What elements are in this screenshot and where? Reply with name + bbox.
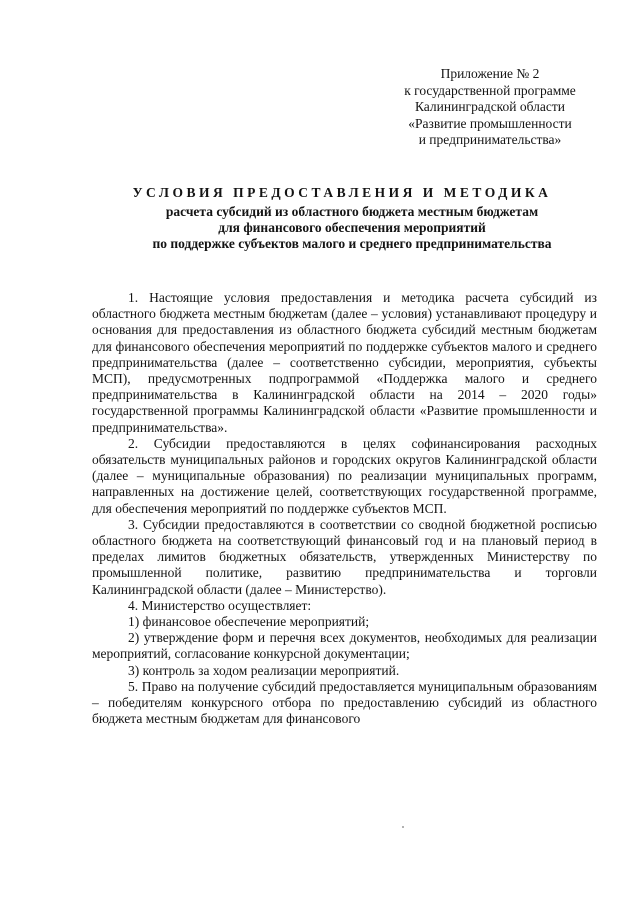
appendix-line: Калининградской области bbox=[414, 99, 566, 115]
appendix-line: «Развитие промышленности bbox=[408, 115, 572, 131]
paragraph-4-item-2: 2) утверждение форм и перечня всех документов, необходимых для реализации мероприятий, согласование конкурсной документации; bbox=[92, 630, 597, 662]
appendix-line: к государственной программе bbox=[404, 82, 576, 98]
appendix-line: и предпринимательства» bbox=[418, 132, 562, 148]
paragraph-1: 1. Настоящие условия предоставления и методика расчета субсидий из областного бюджета местным бюджетам (далее – условия) устанавливают процедуру и основания для предоставления из областного бюджета субсидий местным бюджетам для финансового обеспечения мероприятий по поддержке субъектов малого и среднего предпринимательства (далее – соответственно субсидии, мероприятия, субъекты МСП), предусмотренных подпрограммой «Поддержка малого и среднего предпринимательства в Калининградской области на 2014 – 2020 годы» государственной программы Калининградской области «Развитие промышленности и предпринимательства». bbox=[92, 290, 597, 435]
subtitle-line: для финансового обеспечения мероприятий bbox=[218, 220, 486, 235]
paragraph-4-item-1: 1) финансовое обеспечение мероприятий; bbox=[128, 614, 370, 630]
paragraph-4-item-3: 3) контроль за ходом реализации мероприятий. bbox=[128, 662, 400, 678]
appendix-line: Приложение № 2 bbox=[440, 66, 540, 81]
subtitle-line: по поддержке субъектов малого и среднего предпринимательства bbox=[152, 236, 552, 251]
document-heading: УСЛОВИЯ ПРЕДОСТАВЛЕНИЯ И МЕТОДИКА bbox=[132, 185, 552, 200]
scan-artifact bbox=[402, 826, 404, 828]
paragraph-2: 2. Субсидии предоставляются в целях софинансирования расходных обязательств муниципальных районов и городских округов Калининградской области (далее – муниципальные образования) по реализации муниципальных программ, направленных на достижение целей, соответствующих государственной программе, для обеспечения мероприятий по поддержке субъектов МСП. bbox=[92, 435, 597, 516]
paragraph-5: 5. Право на получение субсидий предоставляется муниципальным образованиям – победителям конкурсного отбора по предоставлению субсидий из областного бюджета местным бюджетам для финансового bbox=[92, 678, 597, 727]
document-subtitle bbox=[92, 204, 612, 252]
document-body bbox=[92, 290, 597, 727]
subtitle-line: расчета субсидий из областного бюджета местным бюджетам bbox=[165, 204, 539, 219]
paragraph-3: 3. Субсидии предоставляются в соответствии со сводной бюджетной росписью областного бюджета на соответствующий финансовый год и на плановый период в пределах лимитов бюджетных обязательств, утвержденных Министерству по промышленной политике, развитию предпринимательства и торговли Калининградской области (далее – Министерство). bbox=[92, 516, 597, 597]
appendix-reference bbox=[380, 66, 600, 149]
paragraph-4: 4. Министерство осуществляет: bbox=[128, 597, 312, 613]
